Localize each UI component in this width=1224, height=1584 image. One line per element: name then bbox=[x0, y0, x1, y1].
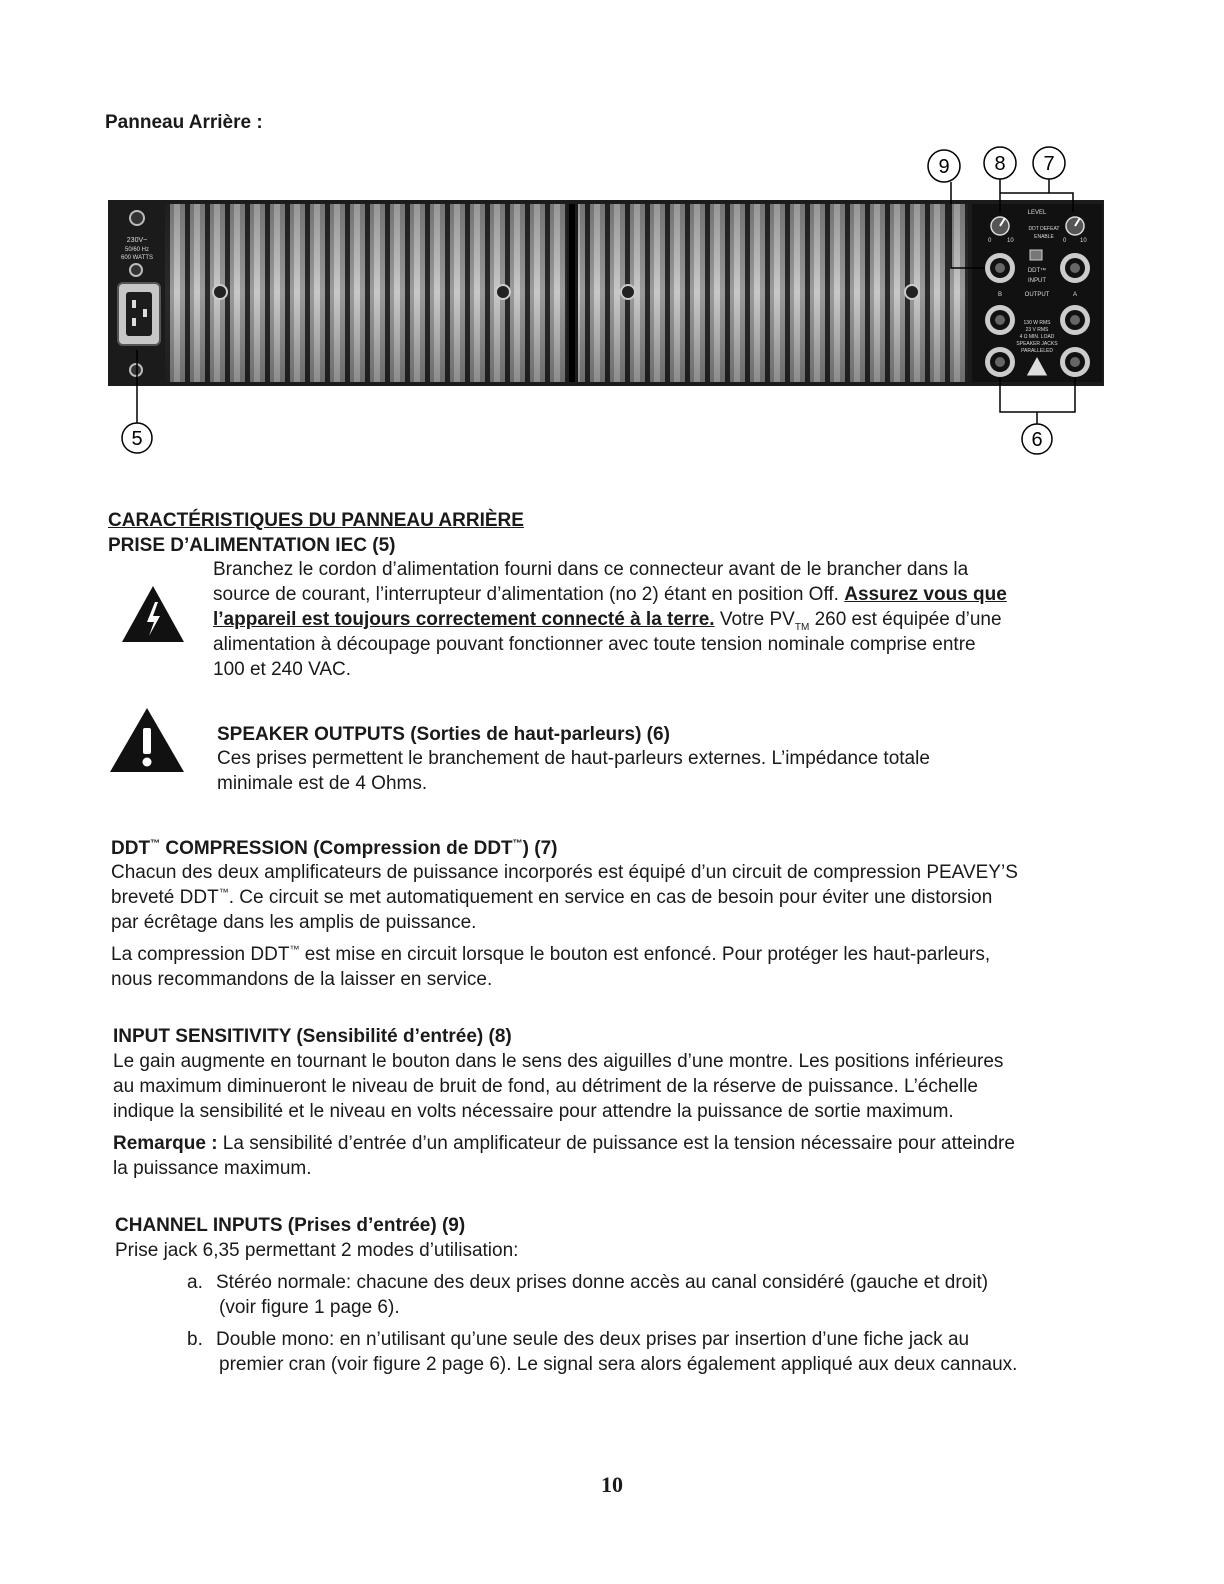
speaker-info: 23 V RMS bbox=[1025, 327, 1049, 333]
caution-icon bbox=[108, 706, 186, 774]
sensitivity-heading: INPUT SENSITIVITY (Sensibilité d’entrée) (8) bbox=[113, 1026, 512, 1047]
power-label: 600 WATTS bbox=[120, 255, 154, 261]
iec-line: alimentation à découpage pouvant fonctionner avec toute tension nominale comprise entre bbox=[213, 634, 976, 655]
iec-line: source de courant, l’interrupteur d’alimentation (no 2) étant en position Off. Assurez vous que bbox=[213, 584, 1007, 605]
screw bbox=[496, 285, 510, 299]
output-label: OUTPUT bbox=[1024, 292, 1050, 298]
speaker-line: Ces prises permettent le branchement de haut-parleurs externes. L’impédance totale bbox=[217, 748, 930, 769]
section-heading: CARACTÉRISTIQUES DU PANNEAU ARRIÈRE bbox=[108, 510, 524, 531]
input-jack-b bbox=[985, 253, 1015, 283]
svg-text:8: 8 bbox=[994, 153, 1006, 175]
list-marker: a. bbox=[187, 1272, 203, 1293]
screw bbox=[130, 211, 144, 225]
ddt-line: Chacun des deux amplificateurs de puissance incorporés est équipé d’un circuit de compression PEAVEY’S bbox=[111, 862, 1018, 883]
rear-panel-figure bbox=[0, 0, 1224, 470]
svg-text:9: 9 bbox=[938, 156, 950, 178]
ddt-button bbox=[1030, 250, 1042, 260]
list-item: Double mono: en n’utilisant qu’une seule des deux prises par insertion d’une fiche jack au bbox=[216, 1329, 970, 1350]
screw bbox=[621, 285, 635, 299]
sensitivity-note: la puissance maximum. bbox=[113, 1158, 312, 1179]
input-label: INPUT bbox=[1028, 278, 1046, 284]
power-label: 230V~ bbox=[126, 237, 148, 244]
iec-line: 100 et 240 VAC. bbox=[213, 659, 352, 680]
inputs-intro: Prise jack 6,35 permettant 2 modes d’utilisation: bbox=[115, 1240, 519, 1261]
ddt-line: nous recommandons de la laisser en service. bbox=[111, 969, 493, 990]
power-label: 50/60 Hz bbox=[124, 247, 150, 253]
page-title: Panneau Arrière : bbox=[105, 112, 263, 133]
list-item: (voir figure 1 page 6). bbox=[219, 1297, 400, 1318]
speaker-info: SPEAKER JACKS bbox=[1016, 341, 1058, 347]
channel-a-label: A bbox=[1072, 292, 1078, 298]
page-number: 10 bbox=[601, 1472, 623, 1497]
sensitivity-line: indique la sensibilité et le niveau en volts nécessaire pour attendre la puissance de sortie maximum. bbox=[113, 1101, 954, 1122]
iec-heading: PRISE D’ALIMENTATION IEC (5) bbox=[108, 535, 396, 556]
screw bbox=[213, 285, 227, 299]
scale-mark: 0 bbox=[988, 238, 992, 244]
svg-text:6: 6 bbox=[1031, 429, 1043, 451]
speaker-info: 130 W RMS bbox=[1023, 320, 1051, 326]
inputs-heading: CHANNEL INPUTS (Prises d’entrée) (9) bbox=[115, 1215, 466, 1236]
sensitivity-line: au maximum diminueront le niveau de bruit de fond, au détriment de la réserve de puissance. L’échelle bbox=[113, 1076, 979, 1097]
svg-text:7: 7 bbox=[1043, 153, 1055, 175]
list-item: Stéréo normale: chacune des deux prises donne accès au canal considéré (gauche et droit) bbox=[216, 1272, 989, 1293]
screw bbox=[130, 264, 142, 276]
speaker-heading: SPEAKER OUTPUTS (Sorties de haut-parleurs) (6) bbox=[217, 724, 670, 745]
channel-b-label: B bbox=[997, 292, 1003, 298]
ddt-defeat-label: DDT DEFEAT bbox=[1028, 226, 1060, 232]
ddt-label: DDT™ bbox=[1027, 268, 1047, 274]
speaker-info: 4 Ω MIN. LOAD bbox=[1019, 334, 1055, 340]
svg-text:5: 5 bbox=[131, 428, 143, 450]
speaker-info: PARALLELED bbox=[1021, 348, 1053, 354]
input-jack-a bbox=[1060, 253, 1090, 283]
ddt-heading: DDT™ COMPRESSION (Compression de DDT™) (7) bbox=[111, 838, 558, 859]
iec-line: Branchez le cordon d’alimentation fourni dans ce connecteur avant de le brancher dans la bbox=[213, 559, 969, 580]
speaker-line: minimale est de 4 Ohms. bbox=[217, 773, 428, 794]
output-jack-b1 bbox=[985, 305, 1015, 335]
iec-line: l’appareil est toujours correctement connecté à la terre. Votre $PV_{TM}$ 260 est équipée d’une bbox=[213, 609, 1002, 633]
screw bbox=[130, 364, 142, 376]
enable-label: ENABLE bbox=[1034, 234, 1054, 240]
scale-mark: 10 bbox=[1007, 238, 1014, 244]
ddt-line: par écrêtage dans les amplis de puissance. bbox=[111, 912, 477, 933]
sensitivity-note: Remarque : La sensibilité d’entrée d’un amplificateur de puissance est la tension nécessaire pour atteindre bbox=[113, 1133, 1015, 1154]
ddt-line: breveté DDT™. Ce circuit se met automatiquement en service en cas de besoin pour éviter une distorsion bbox=[111, 887, 993, 908]
electric-warning-icon bbox=[120, 584, 186, 644]
screw bbox=[905, 285, 919, 299]
sensitivity-line: Le gain augmente en tournant le bouton dans le sens des aiguilles d’une montre. Les positions inférieures bbox=[113, 1051, 1004, 1072]
output-jack-a2 bbox=[1060, 347, 1090, 377]
ddt-line: La compression DDT™ est mise en circuit lorsque le bouton est enfoncé. Pour protéger les haut-parleurs, bbox=[111, 944, 991, 965]
output-jack-a1 bbox=[1060, 305, 1090, 335]
scale-mark: 0 bbox=[1063, 238, 1067, 244]
level-label: LEVEL bbox=[1027, 210, 1047, 216]
list-marker: b. bbox=[187, 1329, 203, 1350]
list-item: premier cran (voir figure 2 page 6). Le signal sera alors également appliqué aux deux cannaux. bbox=[219, 1354, 1018, 1375]
scale-mark: 10 bbox=[1080, 238, 1087, 244]
output-jack-b2 bbox=[985, 347, 1015, 377]
